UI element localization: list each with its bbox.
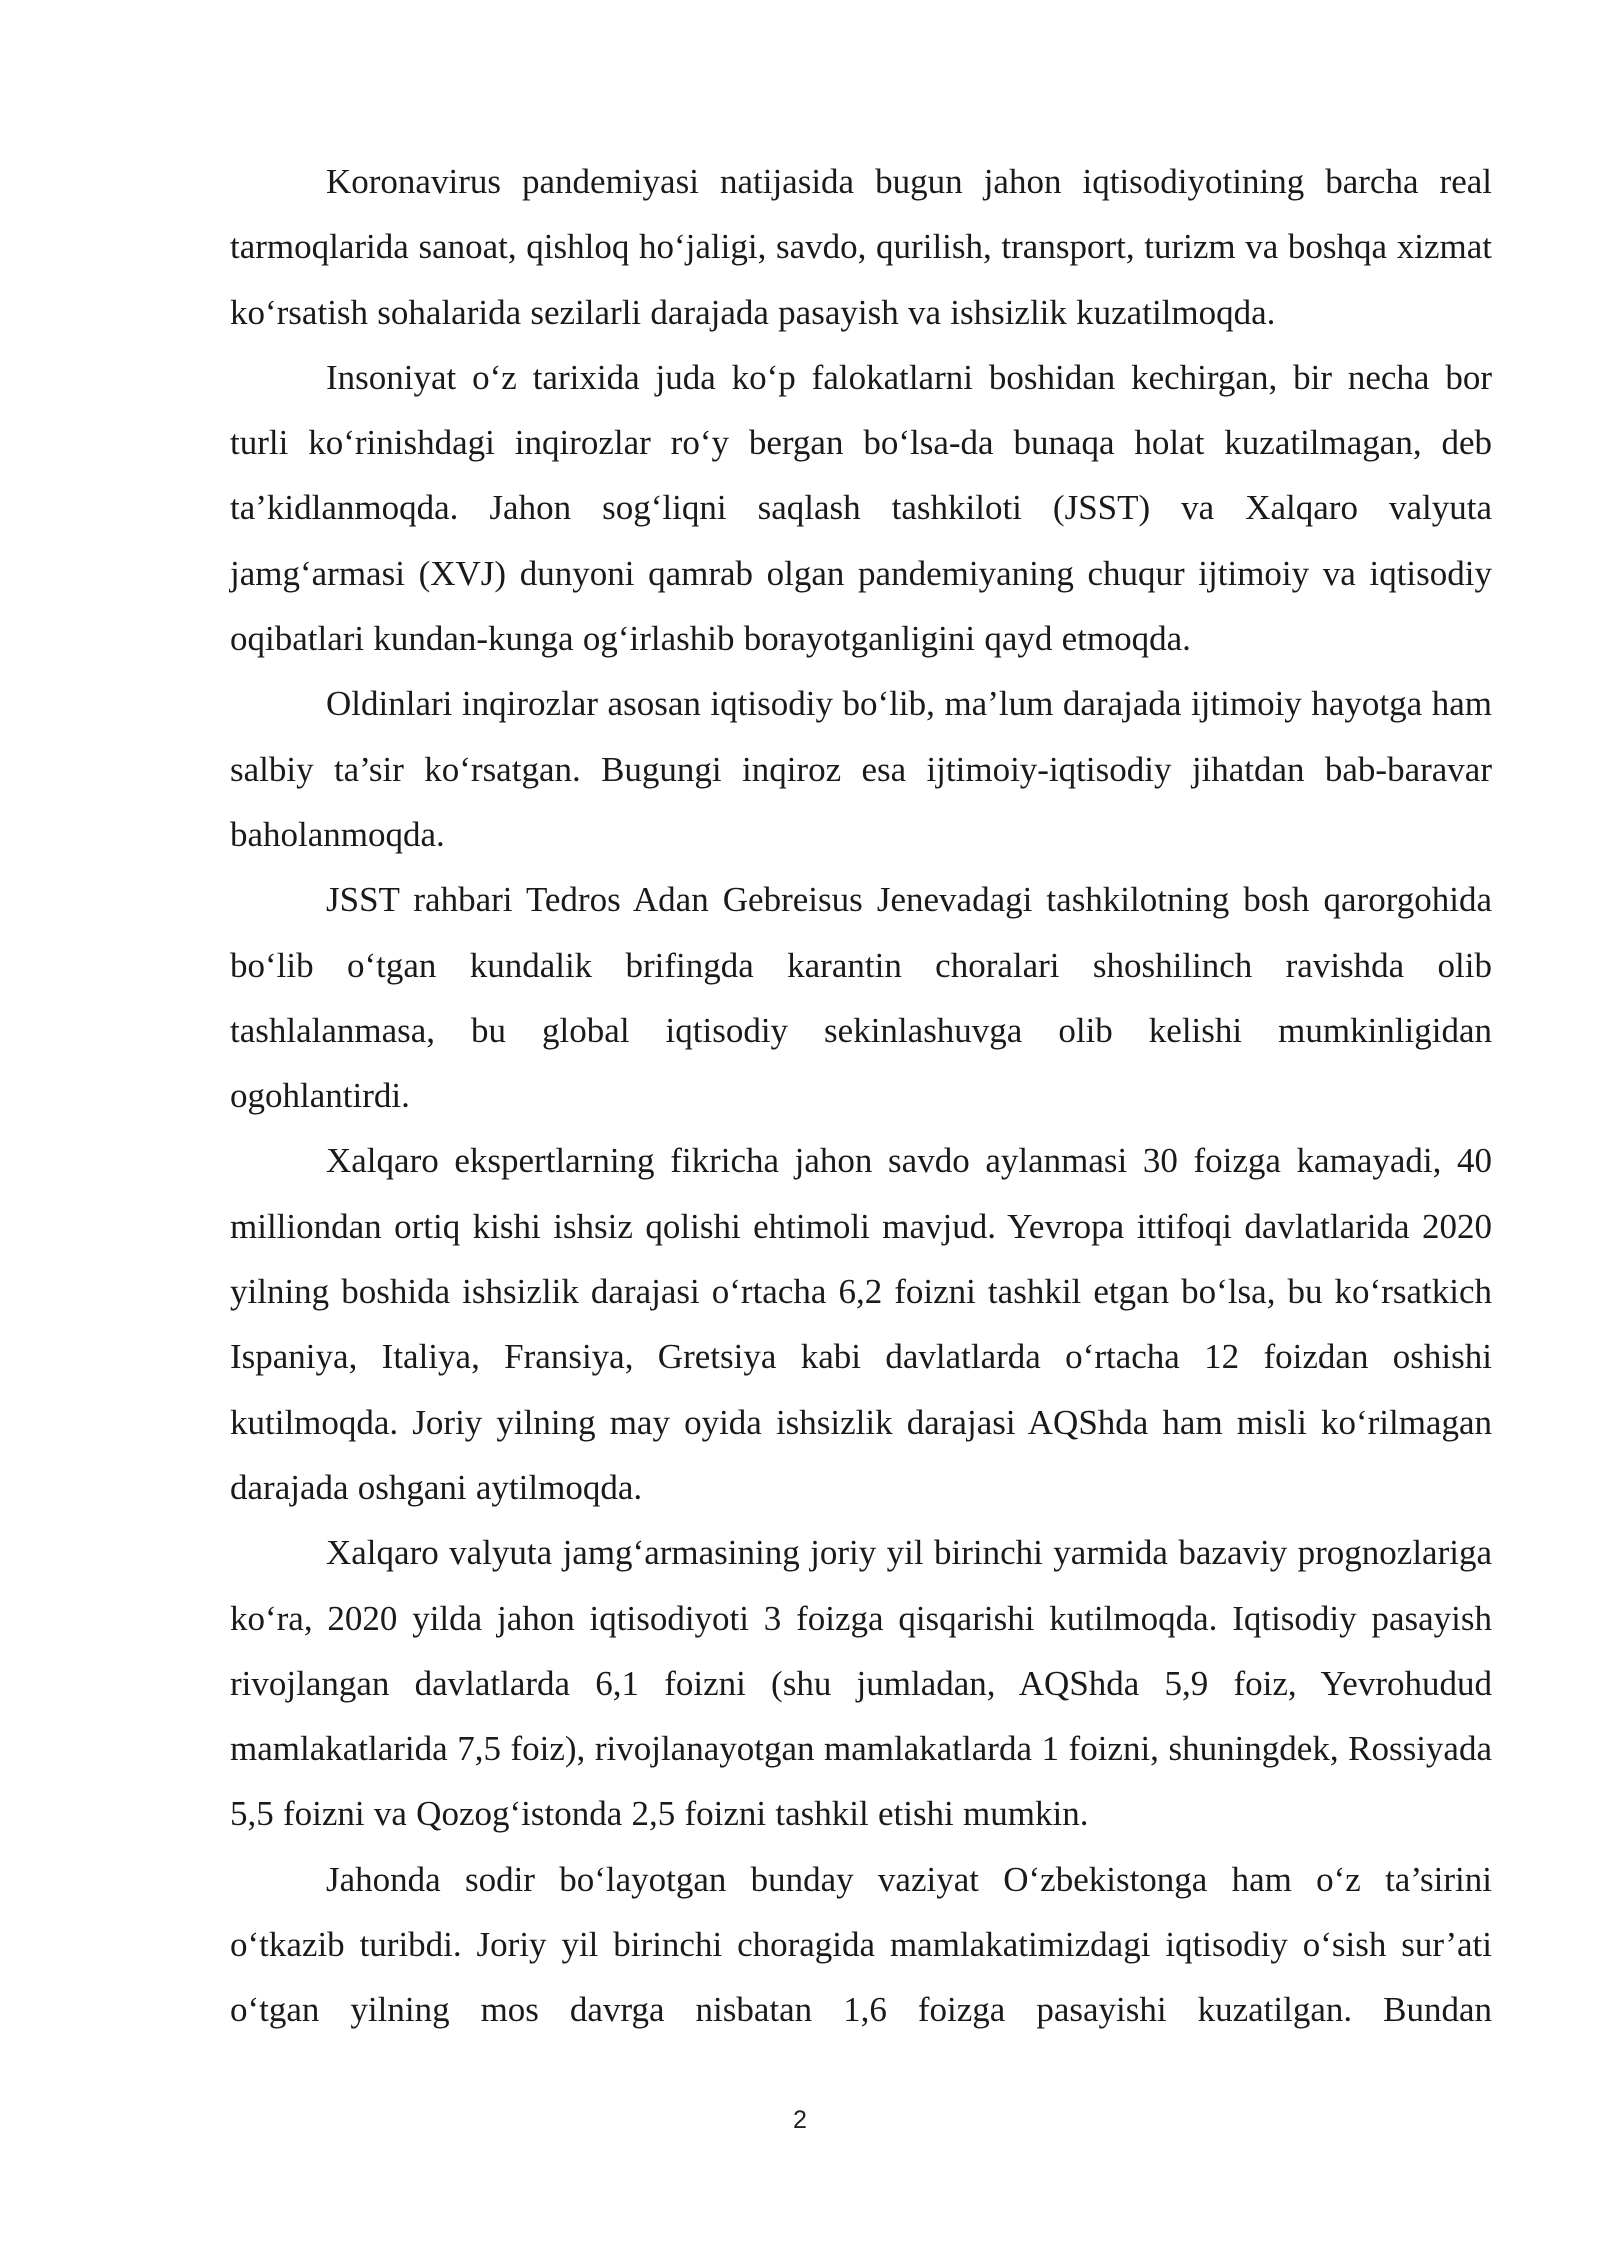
paragraph: Xalqaro valyuta jamg‘armasining joriy yil birinchi yarmida bazaviy prognozlariga ko‘ra, 2020 yilda jahon iqtisodiyoti 3 foizga qisqarishi kutilmoqda. Iqtisodiy pasayish rivojlangan davlatlarda 6,1 foizni (shu jumladan, AQShda 5,9 foiz, Yevrohudud mamlakatlarida 7,5 foiz), rivojlanayotgan mamlakatlarda 1 foizni, shuningdek, Rossiyada 5,5 foizni va Qozog‘istonda 2,5 foizni tashkil etishi mumkin.: [230, 1533, 1492, 1834]
page-number: 2: [793, 2106, 807, 2134]
paragraph: Jahonda sodir bo‘layotgan bunday vaziyat O‘zbekistonga ham o‘z ta’sirini o‘tkazib turibdi. Joriy yil birinchi choragida mamlakatimizdagi iqtisodiy o‘sish sur’ati o‘tgan yilning mos davrga nisbatan 1,6 foizga pasayishi kuzatilgan. Bundan: [230, 1859, 1492, 2030]
paragraph: Koronavirus pandemiyasi natijasida bugun jahon iqtisodiyotining barcha real tarmoqlarida sanoat, qishloq ho‘jaligi, savdo, qurilish, transport, turizm va boshqa xizmat ko‘rsatish sohalarida sezilarli darajada pasayish va ishsizlik kuzatilmoqda.: [230, 162, 1492, 332]
paragraph: Xalqaro ekspertlarning fikricha jahon savdo aylanmasi 30 foizga kamayadi, 40 milliondan ortiq kishi ishsiz qolishi ehtimoli mavjud. Yevropa ittifoqi davlatlarida 2020 yilning boshida ishsizlik darajasi o‘rtacha 6,2 foizni tashkil etgan bo‘lsa, bu ko‘rsatkich Ispaniya, Italiya, Fransiya, Gretsiya kabi davlatlarda o‘rtacha 12 foizdan oshishi kutilmoqda. Joriy yilning may oyida ishsizlik darajasi AQShda ham misli ko‘rilmagan darajada oshgani aytilmoqda.: [230, 1141, 1492, 1507]
paragraph: JSST rahbari Tedros Adan Gebreisus Jenevadagi tashkilotning bosh qarorgohida bo‘lib o‘tgan kundalik brifingda karantin choralari shoshilinch ravishda olib tashlalanmasa, bu global iqtisodiy sekinlashuvga olib kelishi mumkinligidan ogohlantirdi.: [230, 880, 1492, 1116]
body-text: [230, 149, 1492, 2043]
paragraph: Oldinlari inqirozlar asosan iqtisodiy bo‘lib, ma’lum darajada ijtimoiy hayotga ham salbiy ta’sir ko‘rsatgan. Bugungi inqiroz esa ijtimoiy-iqtisodiy jihatdan bab-baravar baholanmoqda.: [230, 684, 1492, 854]
paragraph: Insoniyat o‘z tarixida juda ko‘p falokatlarni boshidan kechirgan, bir necha bor turli ko‘rinishdagi inqirozlar ro‘y bergan bo‘lsa-da bunaqa holat kuzatilmagan, deb ta’kidlanmoqda. Jahon sog‘liqni saqlash tashkiloti (JSST) va Xalqaro valyuta jamg‘armasi (XVJ) dunyoni qamrab olgan pandemiyaning chuqur ijtimoiy va iqtisodiy oqibatlari kundan-kunga og‘irlashib borayotganligini qayd etmoqda.: [230, 357, 1492, 659]
